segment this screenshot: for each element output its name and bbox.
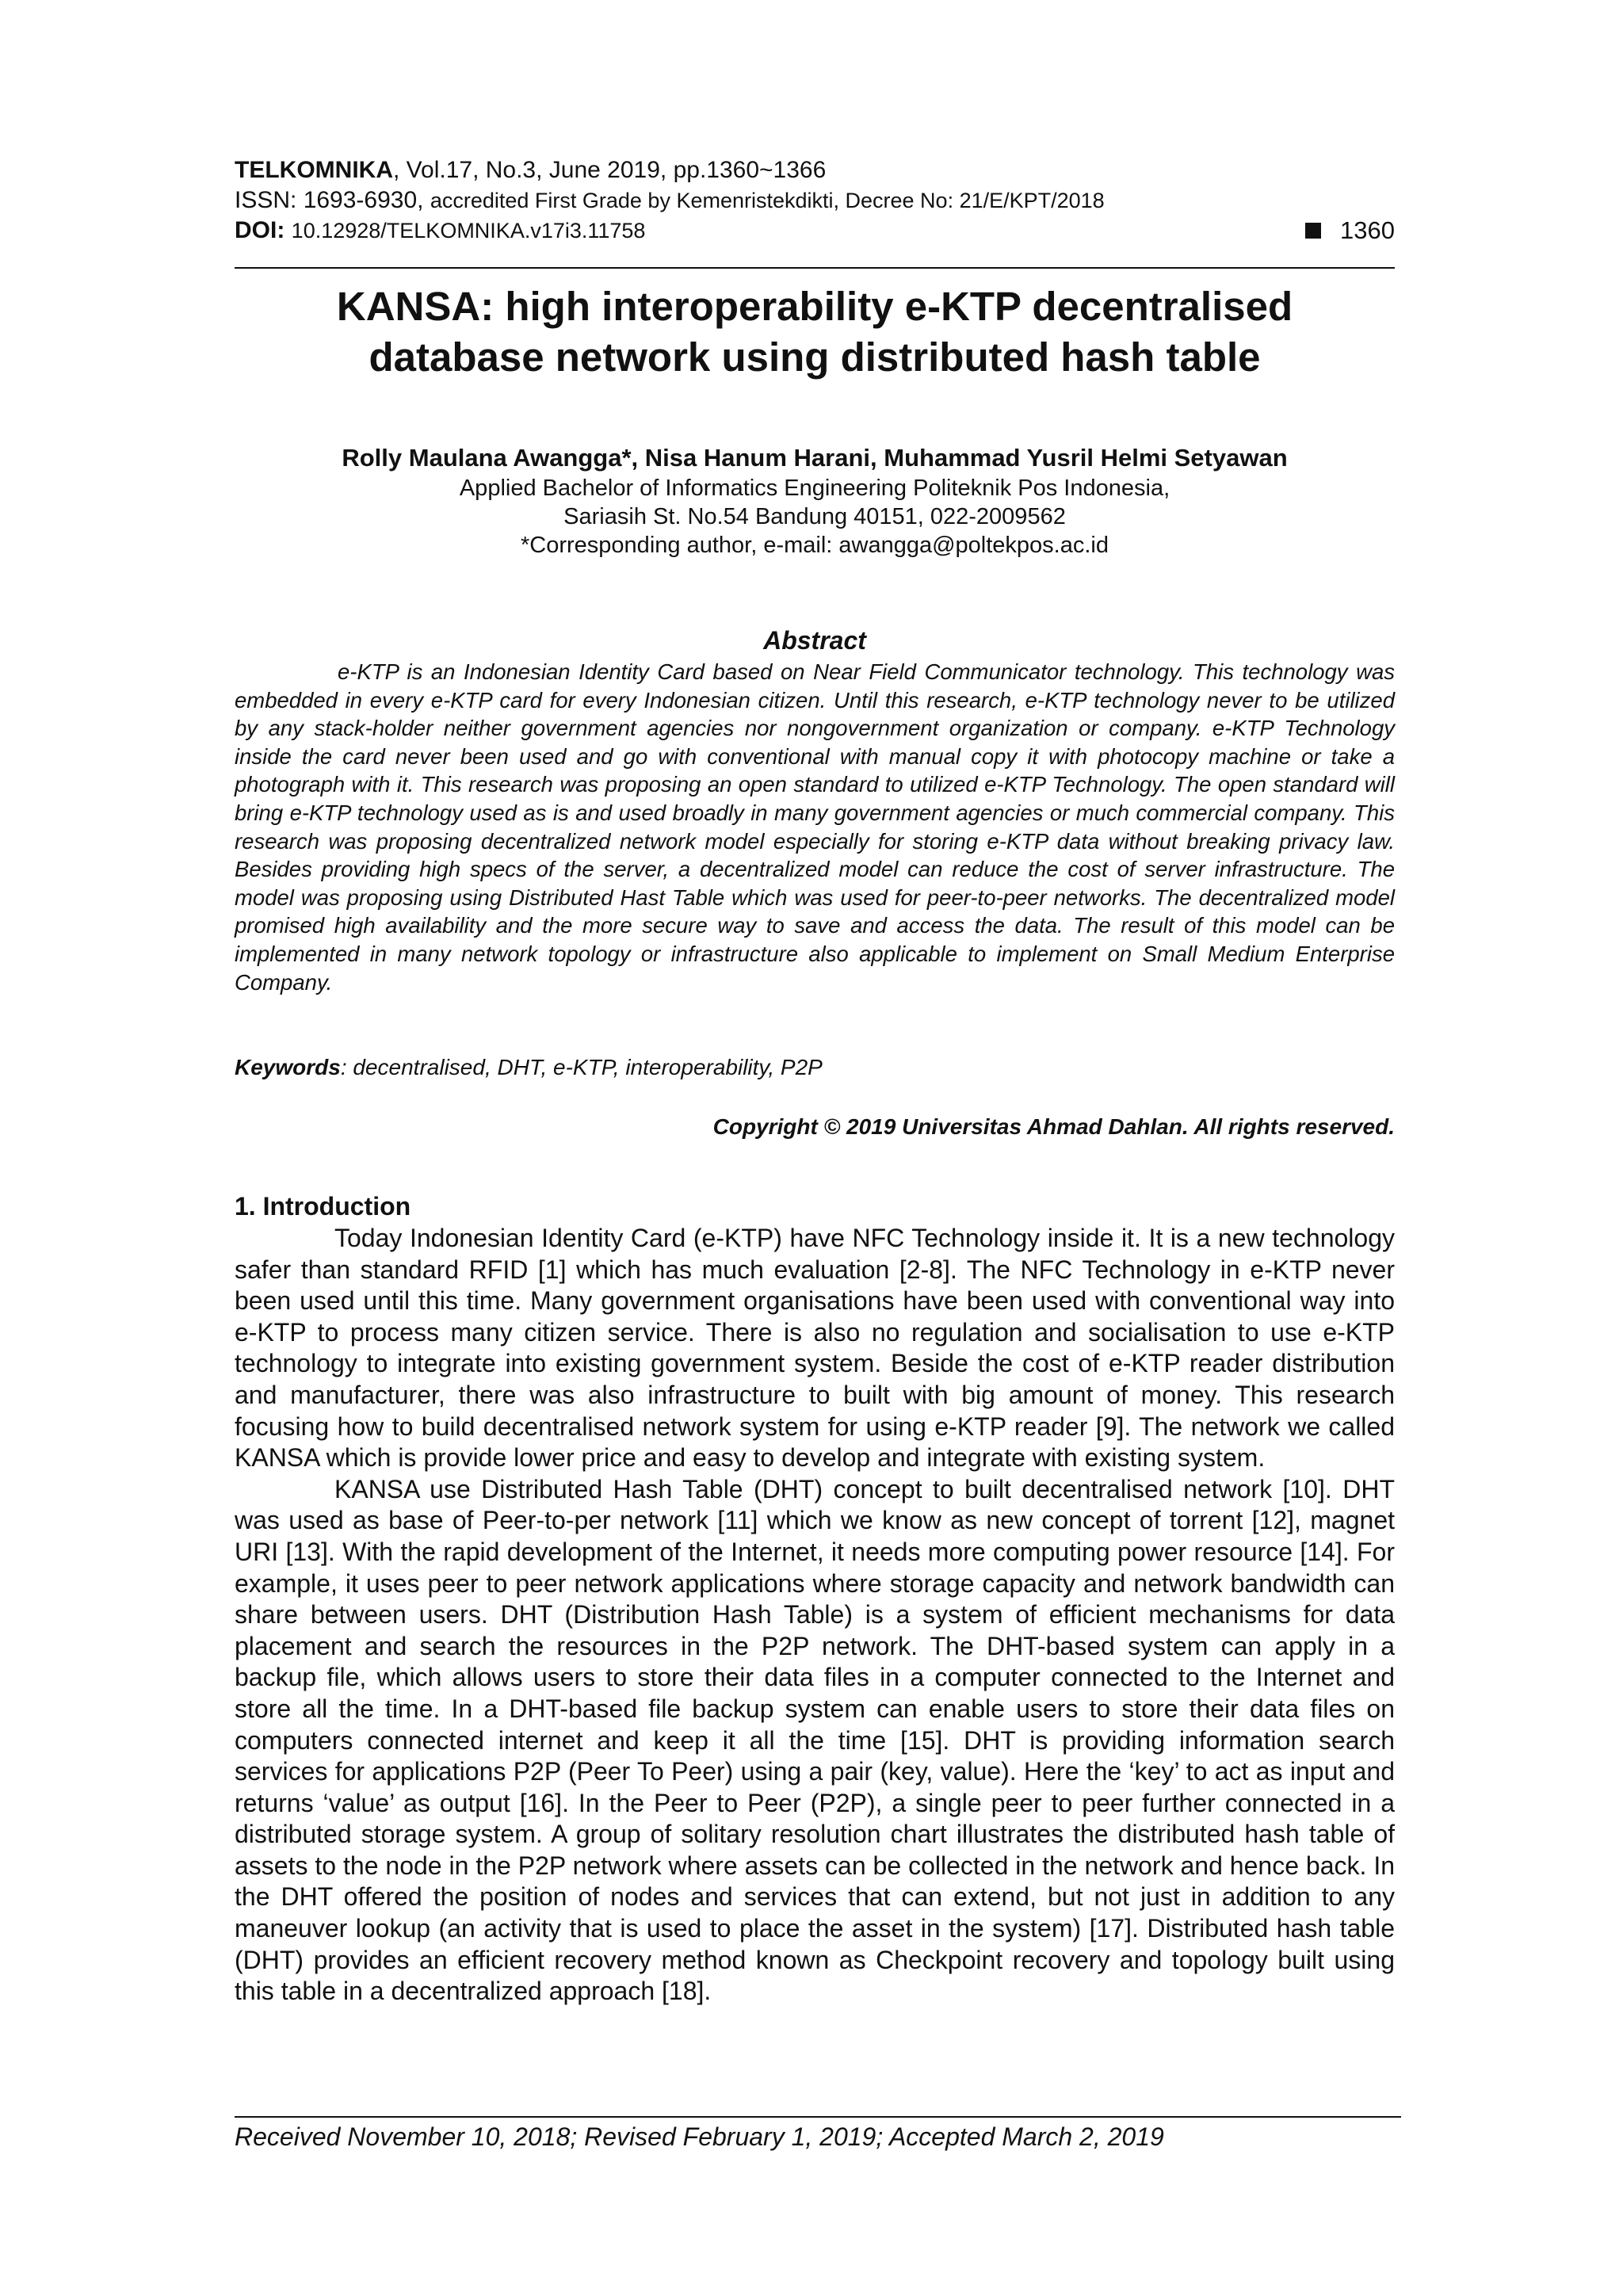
keywords-line [235, 1053, 1395, 1082]
paper-title [235, 281, 1395, 383]
author-block [235, 442, 1395, 560]
title-line-1: KANSA: high interoperability e-KTP decentralised [336, 284, 1293, 329]
issn-label: ISSN: 1693-6930, [235, 187, 430, 213]
journal-name: TELKOMNIKA [235, 157, 393, 183]
footer-rule [235, 2116, 1401, 2118]
affiliation-line-2: Sariasih St. No.54 Bandung 40151, 022-2009562 [563, 504, 1066, 529]
received-dates: Received November 10, 2018; Revised February 1, 2019; Accepted March 2, 2019 [235, 2122, 1164, 2151]
doi-line [235, 216, 1395, 246]
accreditation-text: accredited First Grade by Kemenristekdikti, Decree No: 21/E/KPT/2018 [430, 189, 1105, 212]
introduction-body [235, 1223, 1395, 2008]
doi-label: DOI: [235, 217, 292, 243]
journal-line [235, 155, 1395, 185]
title-line-2: database network using distributed hash table [369, 334, 1261, 380]
affiliation-line-1: Applied Bachelor of Informatics Engineering Politeknik Pos Indonesia, [459, 476, 1170, 501]
keywords-text: : decentralised, DHT, e-KTP, interoperability, P2P [340, 1055, 823, 1079]
page-number-block [1305, 216, 1395, 246]
corresponding-author: *Corresponding author, e-mail: awangga@poltekpos.ac.id [521, 533, 1109, 558]
copyright-notice: Copyright © 2019 Universitas Ahmad Dahlan. All rights reserved. [712, 1114, 1395, 1139]
header-rule [235, 267, 1395, 269]
abstract-text: e-KTP is an Indonesian Identity Card based on Near Field Communicator technology. This technology was embedded in every e-KTP card for every Indonesian citizen. Until this research, e-KTP technology never to be utilized by any stack-holder neither government agencies nor nongovernment organization or company. e-KTP Technology inside the card never been used and go with conventional with manual copy it with photocopy machine or take a photograph with it. This research was proposing an open standard to utilized e-KTP Technology. The open standard will bring e-KTP technology used as is and used broadly in many government agencies or much commercial company. This research was proposing decentralized network model especially for storing e-KTP data without breaking privacy law. Besides providing high specs of the server, a decentralized model can reduce the cost of server infrastructure. The model was proposing using Distributed Hast Table which was used for peer-to-peer networks. The decentralized model promised high availability and the more secure way to save and access the data. The result of this model can be implemented in many network topology or infrastructure also applicable to implement on Small Medium Enterprise Company. [235, 659, 1395, 995]
author-names: Rolly Maulana Awangga*, Nisa Hanum Harani, Muhammad Yusril Helmi Setyawan [342, 444, 1288, 472]
journal-details: , Vol.17, No.3, June 2019, pp.1360~1366 [392, 157, 827, 183]
section-heading-introduction: 1. Introduction [235, 1192, 411, 1221]
paragraph: Today Indonesian Identity Card (e-KTP) have NFC Technology inside it. It is a new technology safer than standard RFID [1] which has much evaluation [2-8]. The NFC Technology in e-KTP never been used until this time. Many government organisations have been used with conventional way into e-KTP to process many citizen service. There is also no regulation and socialisation to use e-KTP technology to integrate into existing government system. Beside the cost of e-KTP reader distribution and manufacturer, there was also infrastructure to built with big amount of money. This research focusing how to build decentralised network system for using e-KTP reader [9]. The network we called KANSA which is provide lower price and easy to develop and integrate with existing system. [235, 1224, 1395, 1473]
issn-line [235, 185, 1395, 216]
doi-link[interactable]: 10.12928/TELKOMNIKA.v17i3.11758 [291, 219, 646, 243]
page-number: 1360 [1340, 216, 1395, 244]
running-header [235, 155, 1395, 246]
abstract-heading: Abstract [763, 626, 866, 655]
keywords-label: Keywords [235, 1055, 341, 1079]
paragraph: KANSA use Distributed Hash Table (DHT) concept to built decentralised network [10]. DHT was used as base of Peer-to-per network [11] which we know as new concept of torrent [12], magnet URI [13]. With the rapid development of the Internet, it needs more computing power resource [14]. For example, it uses peer to peer network applications where storage capacity and network bandwidth can share between users. DHT (Distribution Hash Table) is a system of efficient mechanisms for data placement and search the resources in the P2P network. The DHT-based system can apply in a backup file, which allows users to store their data files in a computer connected to the Internet and store all the time. In a DHT-based file backup system can enable users to store their data files on computers connected internet and keep it all the time [15]. DHT is providing information search services for applications P2P (Peer To Peer) using a pair (key, value). Here the ‘key’ to act as input and returns ‘value’ as output [16]. In the Peer to Peer (P2P), a single peer to peer further connected in a distributed storage system. A group of solitary resolution chart illustrates the distributed hash table of assets to the node in the P2P network where assets can be collected in the network and hence back. In the DHT offered the position of nodes and services that can extend, but not just in addition to any maneuver lookup (an activity that is used to place the asset in the system) [17]. Distributed hash table (DHT) provides an efficient recovery method known as Checkpoint recovery and topology built using this table in a decentralized approach [18]. [235, 1474, 1395, 2006]
square-bullet-icon [1305, 223, 1321, 239]
